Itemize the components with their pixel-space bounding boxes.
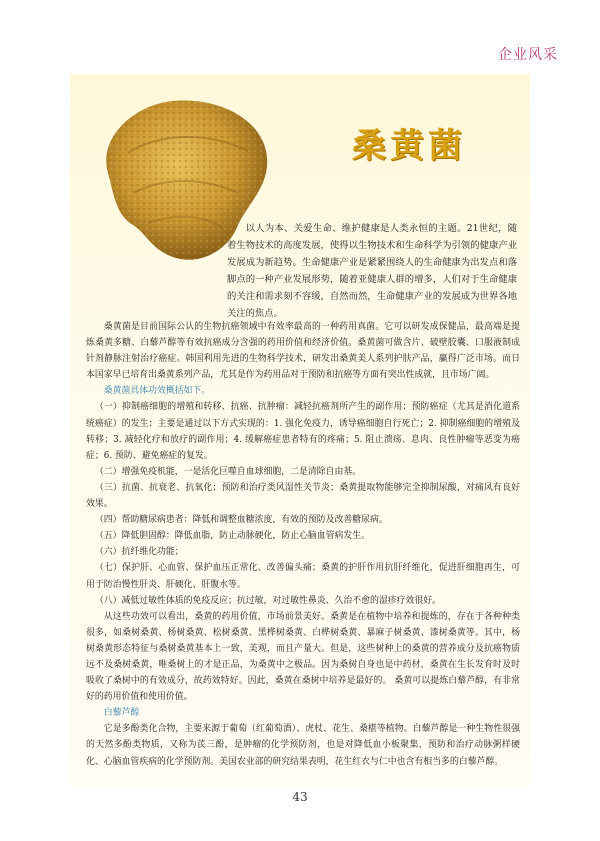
effect-item: （二）增强免疫机能，一是活化巨噬自血球细胞，二是清除自由基。 (94, 466, 362, 477)
effect-item: （六）抗纤维化功能； (94, 547, 184, 558)
body-paragraph: 从这些功效可以看出，桑黄的药用价值，市场前景美好。桑黄是在植物中培养和提炼的，存在于各种种类很多，如桑树桑黄、杨树桑黄、松树桑黄、黑桦树桑黄、白桦树桑黄、暴麻子树桑黄、漆树桑黄等。其中，杨树桑黄形态特征与桑树桑黄基本上一致，美观，而且产量大。但是，这些树种上的桑黄的营养成分及抗癌物质远不及桑树桑黄，唯桑树上的才是正品，为桑黄中之极品。因为桑树自身也是中药材，桑黄在生长发育时及时吸收了桑树中的有效成分，故药效特好。因此，桑黄在桑树中培养是最好的。 桑黄可以提炼白藜芦醇，有非常好的药用价值和使用价值。 (86, 611, 520, 703)
effect-item: （四）帮助糖尿病患者：降低和调整血糖浓度，有效的预防及改善糖尿病。 (94, 515, 388, 526)
subheading-resveratrol: 白藜芦醇 (103, 708, 140, 719)
page-number: 43 (292, 790, 308, 804)
effect-item: （三）抗菌、抗衰老、抗氧化；预防和治疗类风湿性关节炎；桑黄提取物能够完全抑制尿酸，对痛风有良好效果。 (86, 482, 520, 510)
effect-item: （五）降低胆固醇：降低血脂，防止动脉硬化，防止心脑血管病发生。 (94, 531, 371, 542)
article-title: 桑黄菌 (352, 126, 466, 166)
intro-paragraph (227, 220, 517, 322)
article-body (86, 319, 520, 770)
body-paragraph: 它是多酚类化合物，主要来源于葡萄（红葡萄酒）、虎杖、花生、桑椹等植物。白藜芦醇是一种生物性很强的天然多酚类物质，又称为芪三酚，是肿瘤的化学预防剂，也是对降低血小板聚集，预防和治疗动脉粥样硬化、心脑血管疾病的化学预防剂。美国农业部的研究结果表明，花生红衣与仁中也含有相当多的白藜芦醇。 (86, 724, 520, 767)
subheading-effects: 桑黄菌具体功效概括如下。 (103, 386, 211, 397)
section-label: 企业风采 (498, 47, 558, 63)
effect-item: （八）减低过敏性体质的免疫反应；抗过敏，对过敏性鼻炎、久治不愈的湿疹疗效很好。 (94, 595, 442, 606)
effect-item: （一）抑制癌细胞的增殖和转移、抗癌、抗肿瘤：减轻抗癌剂所产生的副作用；预防癌症（尤其是消化道系统癌症）的发生；主要是通过以下方式实现的：1. 强化免疫力，诱导癌细胞自行死亡；2. 抑制癌细胞的增殖及转移；3. 减轻化疗和放疗的副作用；4. 缓解癌症患者特有的疼痛；5. 阻止溃疡、息肉、良性肿瘤等恶变为癌症；6. 预防、避免癌症的复发。 (86, 402, 520, 461)
intro-text: 以人为本、关爱生命、维护健康是人类永恒的主题。21世纪，随着生物技术的高度发展，使得以生物技术和生命科学为引领的健康产业发展成为新趋势。生命健康产业是紧紧围绕人的生命健康为出发点和落脚点的一种产业发展形势，随着亚健康人群的增多，人们对于生命健康的关注和需求刻不容缓，自然而然，生命健康产业的发展成为世界各地关注的焦点。 (227, 223, 517, 319)
effect-item: （七）保护肝、心血管、保护血压正常化、改善偏头痛；桑黄的护肝作用抗肝纤维化，促进肝细胞再生，可用于防治慢性肝炎、肝硬化、肝腹水等。 (86, 563, 520, 590)
body-paragraph: 桑黄菌是目前国际公认的生物抗癌领域中有效率最高的一种药用真菌。它可以研发成保健品，最高端是提炼桑黄多糖、白藜芦醇等有效抗癌成分含强的药用价值和经济价值。桑黄菌可做含片、破壁胶囊、口服液制成针剂静脉注射治疗癌症。韩国利用先进的生物科学技术，研发出桑黄美人系列护肤产品，赢得广泛市场。而日本国家早已培育出桑黄系列产品，尤其是作为药用品对于预防和抗癌等方面有突出性成就，且市场广阔。 (86, 322, 520, 381)
